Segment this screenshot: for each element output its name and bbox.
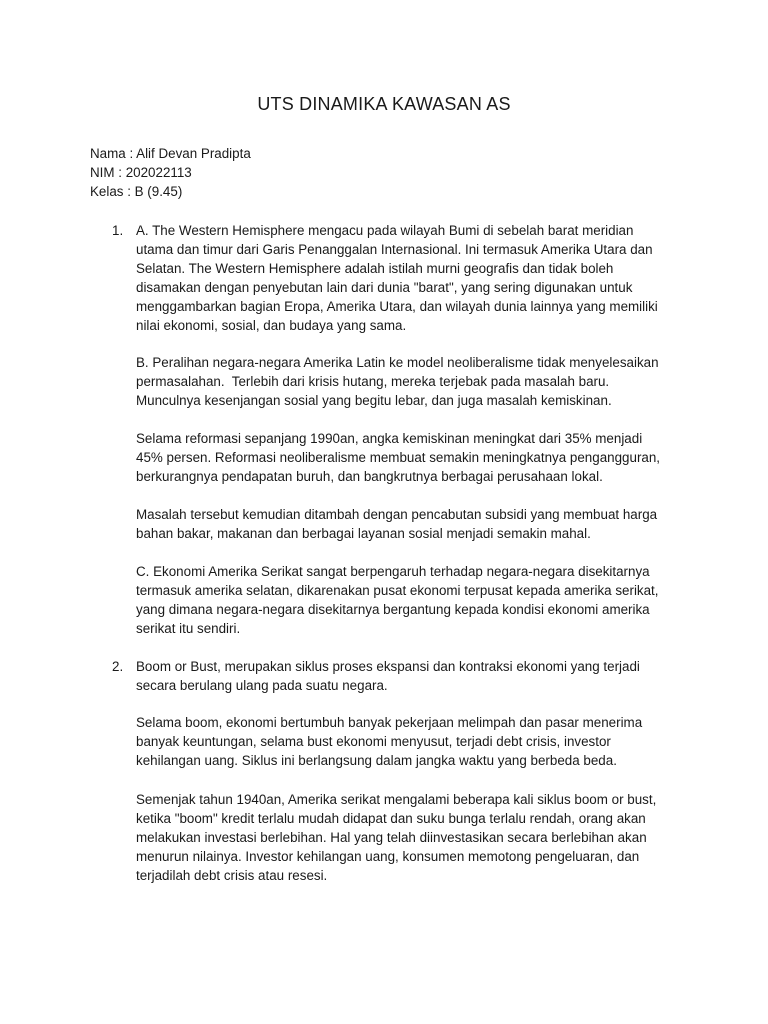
text-line: menggambarkan bagian Eropa, Amerika Utara, dan wilayah dunia lainnya yang memiliki xyxy=(136,299,658,315)
paragraph-1a xyxy=(136,221,676,336)
paragraph-1c xyxy=(136,429,676,486)
paragraph-1b xyxy=(136,353,676,410)
text-line: B. Peralihan negara-negara Amerika Latin ke model neoliberalisme tidak menyelesaikan xyxy=(136,355,659,370)
paragraph-1d xyxy=(136,505,676,543)
text-line: disamakan dengan penyebutan lain dari dunia "barat", yang sering digunakan untuk xyxy=(136,280,633,296)
text-line: Munculnya kesenjangan sosial yang begitu lebar, dan juga masalah kemiskinan. xyxy=(136,393,612,409)
text-line: Selatan. The Western Hemisphere adalah istilah murni geografis dan tidak boleh xyxy=(136,261,614,277)
student-info xyxy=(90,144,251,201)
document-title: UTS DINAMIKA KAWASAN AS xyxy=(257,94,511,114)
text-line: secara berulang ulang pada suatu negara. xyxy=(136,678,388,694)
text-line: nilai ekonomi, sosial, dan budaya yang sama. xyxy=(136,318,407,334)
text-line: termasuk amerika selatan, dikarenakan pusat ekonomi terpusat kepada amerika serikat, xyxy=(136,583,659,599)
text-line: A. The Western Hemisphere mengacu pada wilayah Bumi di sebelah barat meridian xyxy=(136,223,634,238)
text-line: serikat itu sendiri. xyxy=(136,621,241,637)
text-line: berkurangnya pendapatan buruh, dan bangkrutnya berbagai perusahaan lokal. xyxy=(136,469,603,485)
text-line: Semenjak tahun 1940an, Amerika serikat mengalami beberapa kali siklus boom or bust, xyxy=(136,792,657,807)
text-line: ketika "boom" kredit terlalu mudah didapat dan suku bunga terlalu rendah, orang akan xyxy=(136,811,646,827)
text-line: Selama reformasi sepanjang 1990an, angka kemiskinan meningkat dari 35% menjadi xyxy=(136,431,643,446)
text-line: Boom or Bust, merupakan siklus proses ekspansi dan kontraksi ekonomi yang terjadi xyxy=(136,659,640,674)
student-nim: NIM : 202022113 xyxy=(90,165,192,180)
paragraph-1e xyxy=(136,562,676,638)
text-line: utama dan timur dari Garis Penanggalan Internasional. Ini termasuk Amerika Utara dan xyxy=(136,242,653,258)
text-line: Masalah tersebut kemudian ditambah dengan pencabutan subsidi yang membuat harga xyxy=(136,507,658,522)
text-line: melakukan investasi berlebihan. Hal yang telah diinvestasikan secara berlebihan akan xyxy=(136,830,647,846)
text-line: yang dimana negara-negara disekitarnya bergantung kepada kondisi ekonomi amerika xyxy=(136,602,650,618)
paragraph-2b xyxy=(136,713,676,770)
student-class: Kelas : B (9.45) xyxy=(90,184,183,199)
text-line: Selama boom, ekonomi bertumbuh banyak pekerjaan melimpah dan pasar menerima xyxy=(136,715,643,730)
text-line: terjadilah debt crisis atau resesi. xyxy=(136,868,328,884)
text-line: menurun nilainya. Investor kehilangan uang, konsumen memotong pengeluaran, dan xyxy=(136,849,640,865)
text-line: bahan bakar, makanan dan berbagai layanan sosial menjadi semakin mahal. xyxy=(136,526,591,542)
paragraph-2c xyxy=(136,790,676,885)
text-line: 45% persen. Reformasi neoliberalisme membuat semakin meningkatnya pengangguran, xyxy=(136,450,661,466)
text-line: banyak keuntungan, selama bust ekonomi menyusut, terjadi debt crisis, investor xyxy=(136,734,611,750)
text-line: permasalahan. Terlebih dari krisis hutang, mereka terjebak pada masalah baru. xyxy=(136,374,610,390)
student-name: Nama : Alif Devan Pradipta xyxy=(90,146,251,161)
item-number: 2. xyxy=(112,659,124,674)
paragraph-2a xyxy=(136,657,676,695)
text-line: C. Ekonomi Amerika Serikat sangat berpengaruh terhadap negara-negara disekitarnya xyxy=(136,564,650,579)
item-number: 1. xyxy=(112,223,124,238)
text-line: kehilangan uang. Siklus ini berlangsung dalam jangka waktu yang berbeda beda. xyxy=(136,753,617,769)
